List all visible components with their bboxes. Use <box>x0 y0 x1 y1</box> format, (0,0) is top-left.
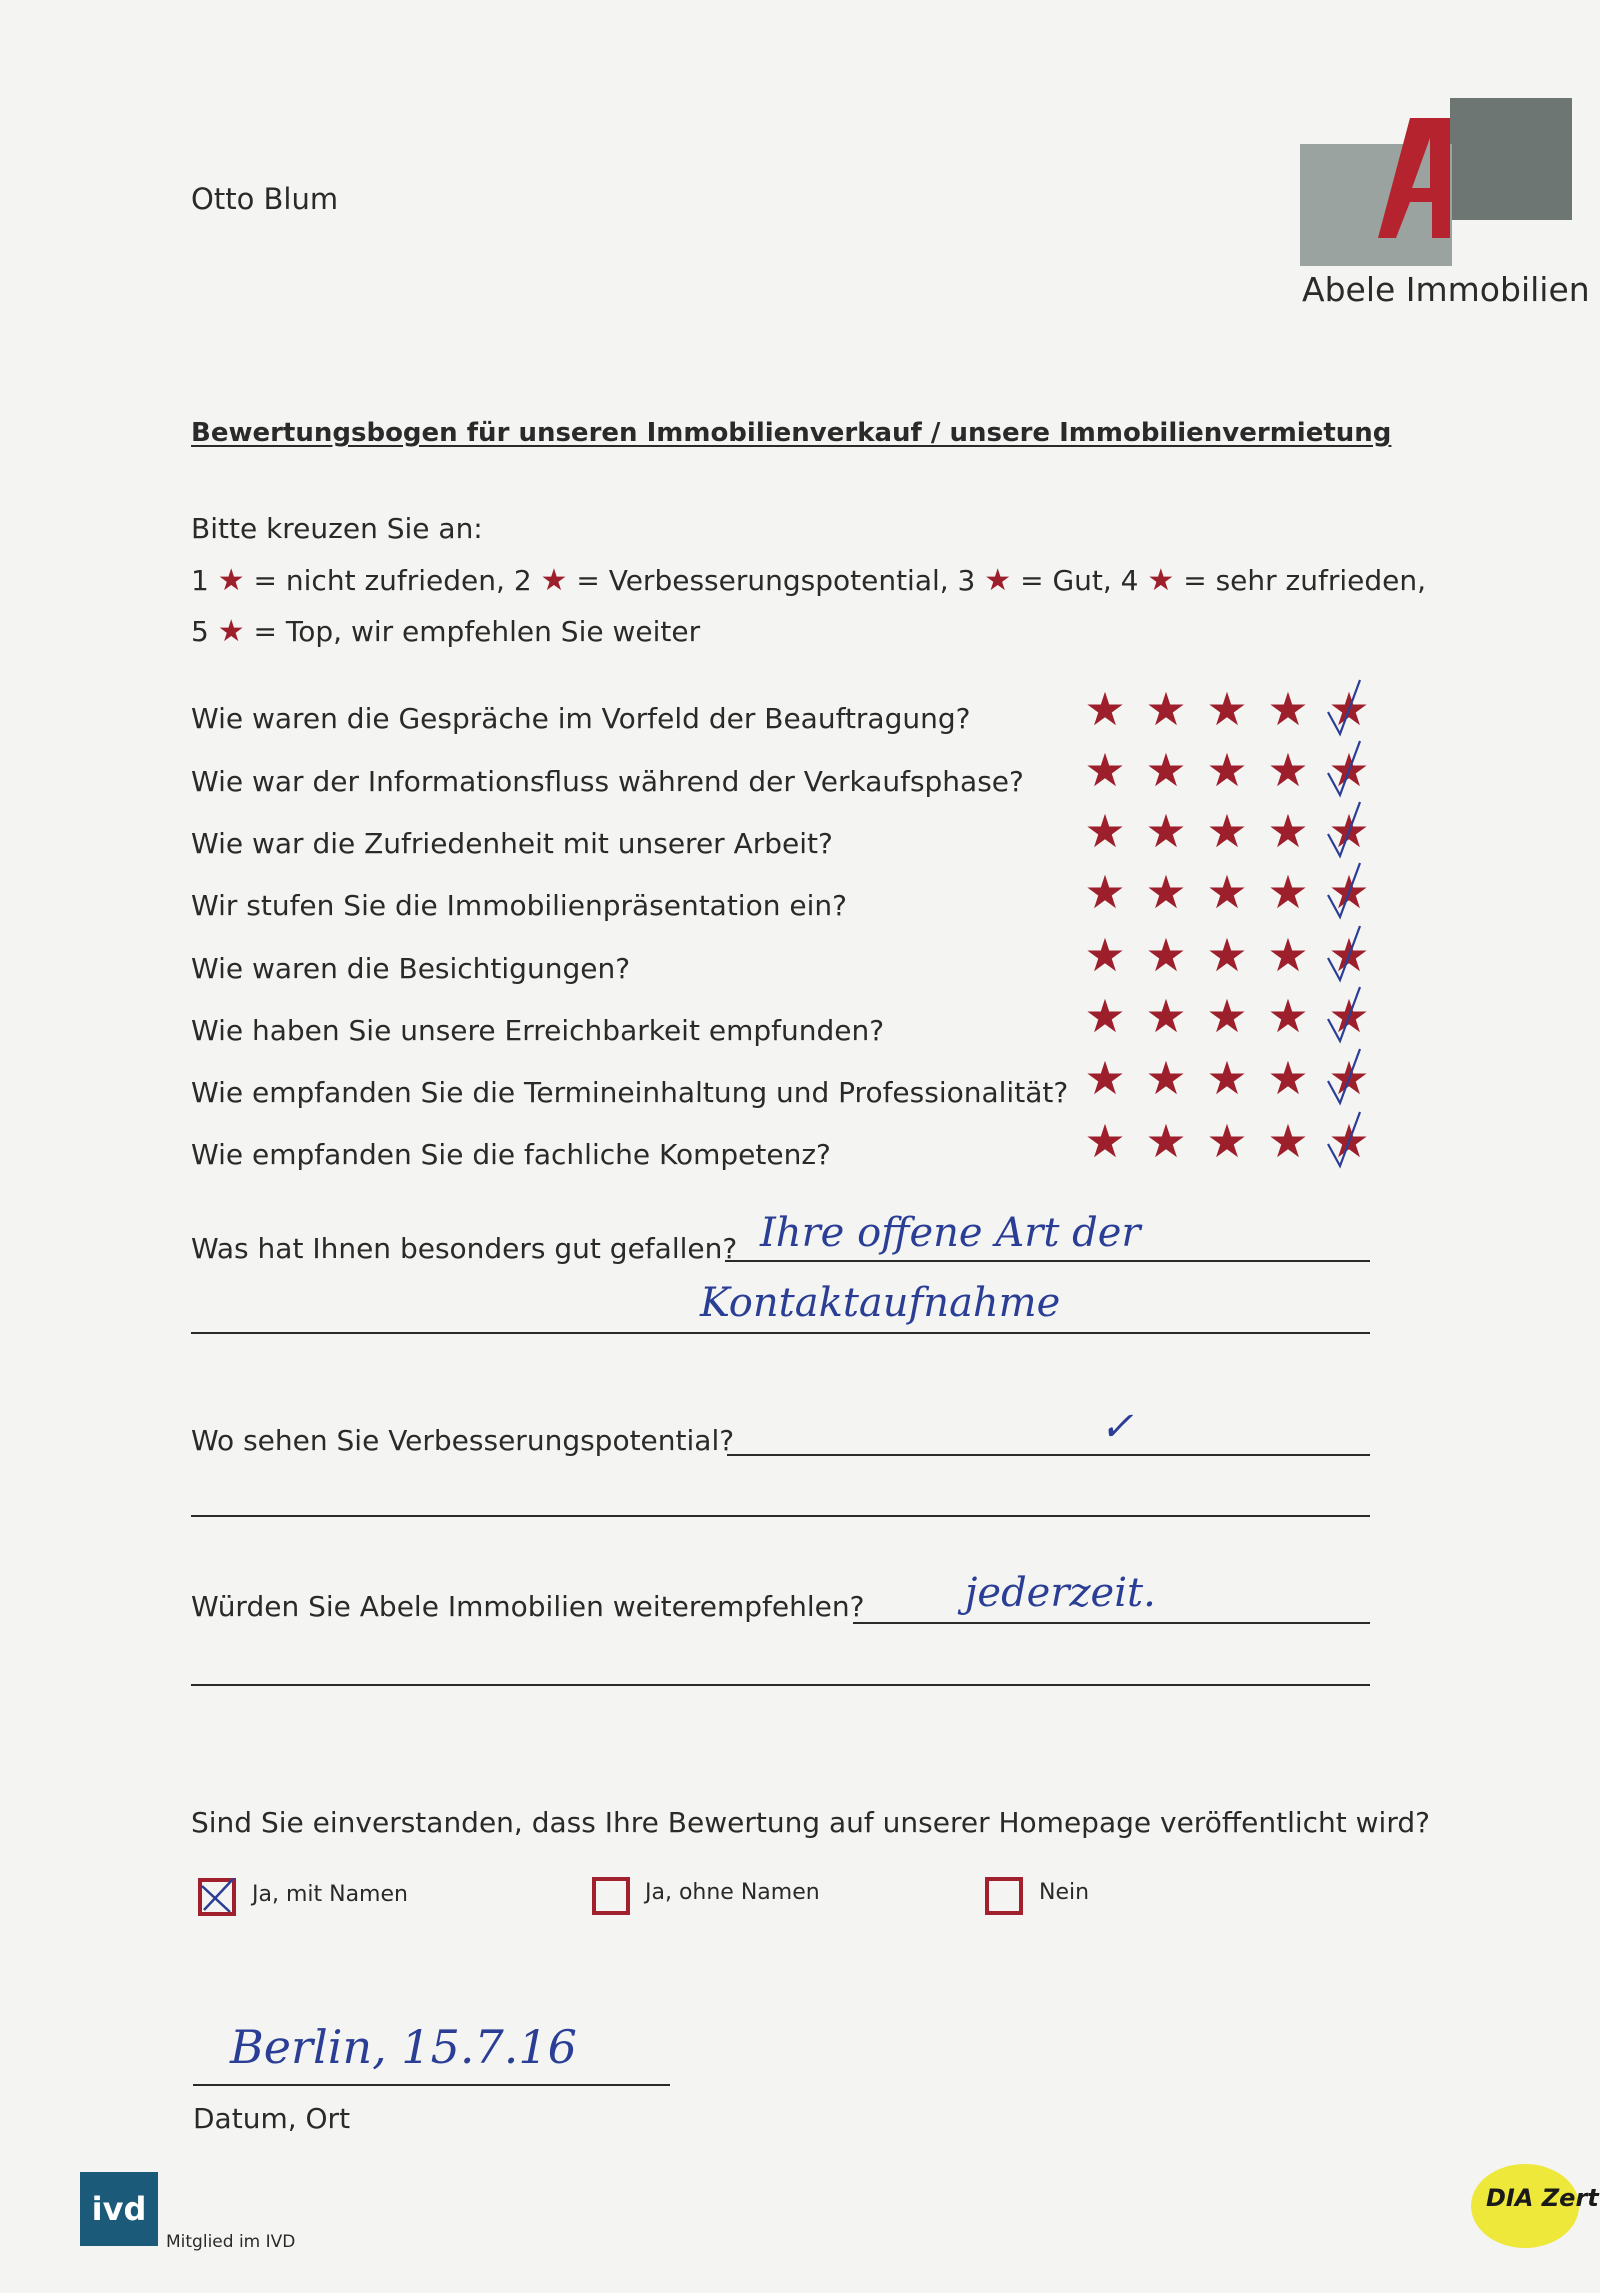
check-mark-icon <box>1320 739 1376 799</box>
star-rating[interactable] <box>1080 1114 1374 1168</box>
star-icon[interactable]: ★ <box>1145 865 1187 919</box>
star-icon[interactable]: ★ <box>1267 1051 1309 1105</box>
question-text: Wie waren die Besichtigungen? <box>191 952 631 985</box>
question-text: Wie war der Informationsfluss während der Verkaufsphase? <box>191 765 1024 798</box>
answer-line <box>853 1622 1370 1624</box>
star-icon[interactable]: ★ <box>1145 682 1187 736</box>
star-icon[interactable]: ★ <box>1267 928 1309 982</box>
star-icon[interactable]: ★ <box>1206 682 1248 736</box>
star-icon[interactable]: ★ <box>1084 865 1126 919</box>
star-rating[interactable] <box>1080 682 1374 736</box>
star-icon[interactable]: ★ <box>1206 1051 1248 1105</box>
star-checked-icon[interactable]: ★ <box>1324 747 1374 793</box>
star-icon[interactable]: ★ <box>1267 804 1309 858</box>
question-text: Wie empfanden Sie die Termineinhaltung und Professionalität? <box>191 1076 1069 1109</box>
consent-with-name-label: Ja, mit Namen <box>252 1882 408 1907</box>
star-icon[interactable]: ★ <box>1145 1114 1187 1168</box>
star-icon[interactable]: ★ <box>1084 743 1126 797</box>
star-checked-icon[interactable]: ★ <box>1324 1055 1374 1101</box>
answer-line <box>191 1515 1370 1517</box>
question-text: Wie waren die Gespräche im Vorfeld der Beauftragung? <box>191 702 971 735</box>
cross-mark-icon <box>198 1878 236 1916</box>
instruction-intro: Bitte kreuzen Sie an: <box>191 512 483 545</box>
star-rating[interactable] <box>1080 989 1374 1043</box>
star-icon[interactable]: ★ <box>1206 989 1248 1043</box>
star-icon[interactable]: ★ <box>1206 804 1248 858</box>
dia-zert-logo <box>1470 2162 1599 2250</box>
star-icon: ★ <box>217 614 245 649</box>
star-rating[interactable] <box>1080 804 1374 858</box>
star-rating[interactable] <box>1080 928 1374 982</box>
dia-zert-text: DIA Zert <box>1486 2184 1599 2212</box>
liked-question-label: Was hat Ihnen besonders gut gefallen? <box>191 1232 738 1265</box>
star-icon[interactable]: ★ <box>1267 989 1309 1043</box>
star-icon[interactable]: ★ <box>1145 1051 1187 1105</box>
check-mark-icon <box>1320 800 1376 860</box>
check-mark-icon <box>1320 678 1376 738</box>
star-icon[interactable]: ★ <box>1084 928 1126 982</box>
star-icon[interactable]: ★ <box>1084 1051 1126 1105</box>
check-mark-icon <box>1320 861 1376 921</box>
consent-no-label: Nein <box>1039 1880 1090 1905</box>
star-icon[interactable]: ★ <box>1084 1114 1126 1168</box>
consent-no-checkbox[interactable] <box>985 1877 1023 1915</box>
answer-line <box>725 1260 1370 1262</box>
liked-answer-line1[interactable]: Ihre offene Art der <box>760 1210 1141 1256</box>
signature-label: Datum, Ort <box>193 2102 351 2135</box>
star-icon[interactable]: ★ <box>1084 804 1126 858</box>
improve-answer[interactable]: ✓ <box>1100 1404 1134 1450</box>
star-icon[interactable]: ★ <box>1267 682 1309 736</box>
star-icon[interactable]: ★ <box>1206 928 1248 982</box>
star-icon[interactable]: ★ <box>1206 743 1248 797</box>
question-text: Wie war die Zufriedenheit mit unserer Arbeit? <box>191 827 833 860</box>
ivd-logo: ivd <box>80 2172 158 2246</box>
rating-scale-line2: 5 ★ = Top, wir empfehlen Sie weiter <box>191 614 701 649</box>
star-icon[interactable]: ★ <box>1145 804 1187 858</box>
star-checked-icon[interactable]: ★ <box>1324 993 1374 1039</box>
answer-line <box>191 1684 1370 1686</box>
consent-with-name-checkbox[interactable] <box>198 1878 236 1916</box>
check-mark-icon <box>1320 1110 1376 1170</box>
ivd-member-text: Mitglied im IVD <box>166 2232 296 2252</box>
star-icon: ★ <box>540 563 568 598</box>
star-rating[interactable] <box>1080 865 1374 919</box>
question-text: Wir stufen Sie die Immobilienpräsentation ein? <box>191 889 847 922</box>
signature-place-date[interactable]: Berlin, 15.7.16 <box>230 2020 577 2074</box>
form-title: Bewertungsbogen für unseren Immobilienverkauf / unsere Immobilienvermietung <box>191 418 1392 448</box>
consent-without-name-label: Ja, ohne Namen <box>645 1880 820 1905</box>
star-icon[interactable]: ★ <box>1267 743 1309 797</box>
consent-question: Sind Sie einverstanden, dass Ihre Bewertung auf unserer Homepage veröffentlicht wird? <box>191 1806 1430 1839</box>
question-text: Wie haben Sie unsere Erreichbarkeit empfunden? <box>191 1014 885 1047</box>
question-text: Wie empfanden Sie die fachliche Kompetenz? <box>191 1138 831 1171</box>
star-icon[interactable]: ★ <box>1084 682 1126 736</box>
consent-without-name-checkbox[interactable] <box>592 1877 630 1915</box>
company-name: Abele Immobilien <box>1302 270 1590 309</box>
star-icon[interactable]: ★ <box>1206 1114 1248 1168</box>
star-checked-icon[interactable]: ★ <box>1324 1118 1374 1164</box>
signature-line <box>193 2084 670 2086</box>
check-mark-icon <box>1320 985 1376 1045</box>
star-icon: ★ <box>1147 563 1175 598</box>
star-icon[interactable]: ★ <box>1267 1114 1309 1168</box>
star-icon: ★ <box>984 563 1012 598</box>
star-checked-icon[interactable]: ★ <box>1324 686 1374 732</box>
star-icon: ★ <box>217 563 245 598</box>
check-mark-icon <box>1320 924 1376 984</box>
star-icon[interactable]: ★ <box>1084 989 1126 1043</box>
star-checked-icon[interactable]: ★ <box>1324 932 1374 978</box>
recipient-name: Otto Blum <box>191 182 339 216</box>
answer-line <box>727 1454 1370 1456</box>
answer-line <box>191 1332 1370 1334</box>
recommend-question-label: Würden Sie Abele Immobilien weiterempfehlen? <box>191 1590 865 1623</box>
star-icon[interactable]: ★ <box>1145 743 1187 797</box>
star-checked-icon[interactable]: ★ <box>1324 869 1374 915</box>
star-icon[interactable]: ★ <box>1267 865 1309 919</box>
rating-scale-line1: 1 ★ = nicht zufrieden, 2 ★ = Verbesserungspotential, 3 ★ = Gut, 4 ★ = sehr zufrieden, <box>191 563 1427 598</box>
liked-answer-line2[interactable]: Kontaktaufnahme <box>700 1280 1061 1326</box>
star-icon[interactable]: ★ <box>1145 928 1187 982</box>
star-rating[interactable] <box>1080 1051 1374 1105</box>
star-rating[interactable] <box>1080 743 1374 797</box>
star-icon[interactable]: ★ <box>1206 865 1248 919</box>
recommend-answer[interactable]: jederzeit. <box>965 1570 1156 1616</box>
improve-question-label: Wo sehen Sie Verbesserungspotential? <box>191 1424 735 1457</box>
check-mark-icon <box>1320 1047 1376 1107</box>
star-checked-icon[interactable]: ★ <box>1324 808 1374 854</box>
star-icon[interactable]: ★ <box>1145 989 1187 1043</box>
